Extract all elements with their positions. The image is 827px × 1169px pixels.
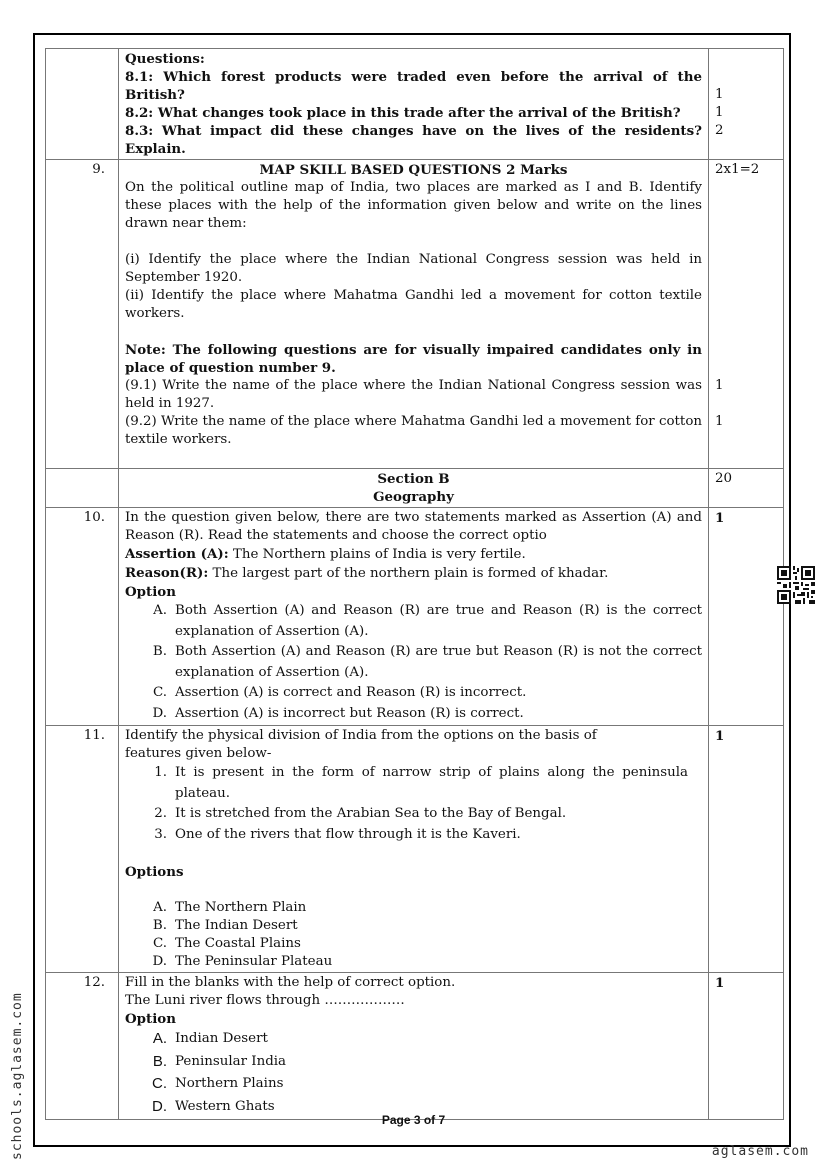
table-row <box>46 726 784 973</box>
option-heading: Option <box>125 584 176 600</box>
option-text: The Peninsular Plateau <box>175 954 333 969</box>
questions-heading: Questions: <box>125 51 205 67</box>
question-body <box>119 973 709 1120</box>
assertion-text: The Northern plains of India is very fertile. <box>228 547 526 562</box>
question-text: Fill in the blanks with the help of correct option. <box>125 975 456 990</box>
sub-question: (ii) Identify the place where Mahatma Gandhi led a movement for cotton textile workers. <box>125 288 702 321</box>
marks-cell <box>709 49 784 160</box>
feature-number: 1. <box>154 765 167 780</box>
option-heading: Option <box>125 1011 176 1027</box>
option-item <box>125 1051 702 1074</box>
option-letter: C. <box>152 685 167 700</box>
marks-value: 20 <box>709 469 784 508</box>
sub-question: 8.3: What impact did these changes have on the lives of the residents? Explain. <box>125 123 702 157</box>
option-letter: C. <box>152 936 167 951</box>
assertion-label: Assertion (A): <box>125 546 229 562</box>
sub-question: (9.2) Write the name of the place where Mahatma Gandhi led a movement for cotton textile workers. <box>125 414 702 447</box>
option-letter: A. <box>152 1030 167 1047</box>
question-table <box>45 48 784 1120</box>
option-heading: Options <box>125 864 184 880</box>
option-text: Peninsular India <box>175 1053 287 1069</box>
option-item <box>125 642 702 683</box>
marks-value: 1 <box>709 726 784 973</box>
question-text: In the question given below, there are two statements marked as Assertion (A) and Reason (R). Read the statements and choose the correct optio <box>125 510 702 543</box>
feature-text: It is stretched from the Arabian Sea to the Bay of Bengal. <box>175 806 567 821</box>
marks-value: 1 <box>715 105 724 120</box>
page-number: Page 3 of 7 <box>381 1113 446 1127</box>
question-body <box>119 508 709 726</box>
sub-question: 8.1: Which forest products were traded even before the arrival of the British? <box>125 69 702 103</box>
feature-text: It is present in the form of narrow strip of plains along the peninsula plateau. <box>175 765 688 801</box>
option-text: Western Ghats <box>175 1098 275 1114</box>
question-text: Identify the physical division of India from the options on the basis of features given below- <box>125 728 597 761</box>
note-text: Note: The following questions are for visually impaired candidates only in place of question number 9. <box>125 342 702 376</box>
marks-value: 1 <box>709 973 784 1120</box>
option-item <box>125 899 702 917</box>
feature-text: One of the rivers that flow through it is the Kaveri. <box>175 826 521 842</box>
option-item <box>125 1073 702 1096</box>
question-title: MAP SKILL BASED QUESTIONS 2 Marks <box>259 162 568 178</box>
option-letter: D. <box>152 1097 167 1115</box>
question-number: 9. <box>46 160 119 469</box>
option-item <box>125 953 702 971</box>
option-letter: A. <box>153 603 167 618</box>
option-letter: C. <box>152 1075 167 1092</box>
reason-line <box>125 564 702 583</box>
option-text: Both Assertion (A) and Reason (R) are true and Reason (R) is the correct explanation of Assertion (A). <box>175 603 702 639</box>
option-text: The Northern Plain <box>175 900 307 915</box>
option-text: The Coastal Plains <box>175 936 301 951</box>
question-text: On the political outline map of India, two places are marked as I and B. Identify these places with the help of the information given below and write on the lines drawn near them: <box>125 180 702 231</box>
assertion-line <box>125 545 702 564</box>
reason-label: Reason(R): <box>125 565 209 581</box>
section-title: Section B <box>377 471 450 487</box>
option-item <box>125 704 702 725</box>
question-number: 12. <box>46 973 119 1120</box>
feature-item <box>125 804 702 825</box>
option-text: The Indian Desert <box>175 918 298 933</box>
option-letter: D. <box>152 705 167 721</box>
option-text: Assertion (A) is correct and Reason (R) is incorrect. <box>175 685 527 700</box>
option-item <box>125 601 702 642</box>
marks-value: 2x1=2 <box>715 162 760 177</box>
marks-cell <box>709 160 784 469</box>
option-letter: D. <box>152 954 167 969</box>
option-item <box>125 683 702 704</box>
marks-value: 1 <box>715 378 724 393</box>
option-letter: B. <box>152 918 167 933</box>
marks-value: 1 <box>709 508 784 726</box>
option-text: Northern Plains <box>175 1076 284 1091</box>
question-number-cell <box>46 49 119 160</box>
marks-value: 1 <box>715 414 724 429</box>
option-item <box>125 935 702 953</box>
table-row <box>46 160 784 469</box>
side-watermark: schools.aglasem.com <box>10 992 25 1160</box>
blank-statement: The Luni river flows through ……………… <box>125 993 405 1008</box>
section-heading <box>119 469 709 508</box>
qr-code-icon <box>777 566 815 604</box>
brand-watermark: aglasem.com <box>711 1144 809 1159</box>
sub-question: (i) Identify the place where the Indian National Congress session was held in September 1920. <box>125 252 702 285</box>
sub-question: (9.1) Write the name of the place where the Indian National Congress session was held in 1927. <box>125 378 702 411</box>
question-number: 10. <box>46 508 119 726</box>
option-item <box>125 1028 702 1051</box>
option-item <box>125 917 702 935</box>
feature-number: 2. <box>154 806 167 821</box>
section-subtitle: Geography <box>373 489 454 505</box>
marks-value: 1 <box>715 87 724 102</box>
option-text: Indian Desert <box>175 1031 268 1046</box>
table-row <box>46 508 784 726</box>
question-number: 11. <box>46 726 119 973</box>
feature-item <box>125 763 702 804</box>
table-row <box>46 973 784 1120</box>
option-text: Assertion (A) is incorrect but Reason (R) is correct. <box>175 705 524 721</box>
feature-number: 3. <box>154 826 167 842</box>
question-body <box>119 726 709 973</box>
feature-item <box>125 825 702 846</box>
option-letter: B. <box>152 644 167 659</box>
table-row <box>46 49 784 160</box>
reason-text: The largest part of the northern plain is formed of khadar. <box>208 566 609 581</box>
option-text: Both Assertion (A) and Reason (R) are true but Reason (R) is not the correct explanation of Assertion (A). <box>175 644 702 680</box>
option-letter: B. <box>152 1052 167 1070</box>
table-row <box>46 469 784 508</box>
question-body <box>119 160 709 469</box>
option-letter: A. <box>153 900 167 915</box>
question-body <box>119 49 709 160</box>
marks-value: 2 <box>715 123 724 138</box>
question-number-cell <box>46 469 119 508</box>
sub-question: 8.2: What changes took place in this trade after the arrival of the British? <box>125 105 681 121</box>
